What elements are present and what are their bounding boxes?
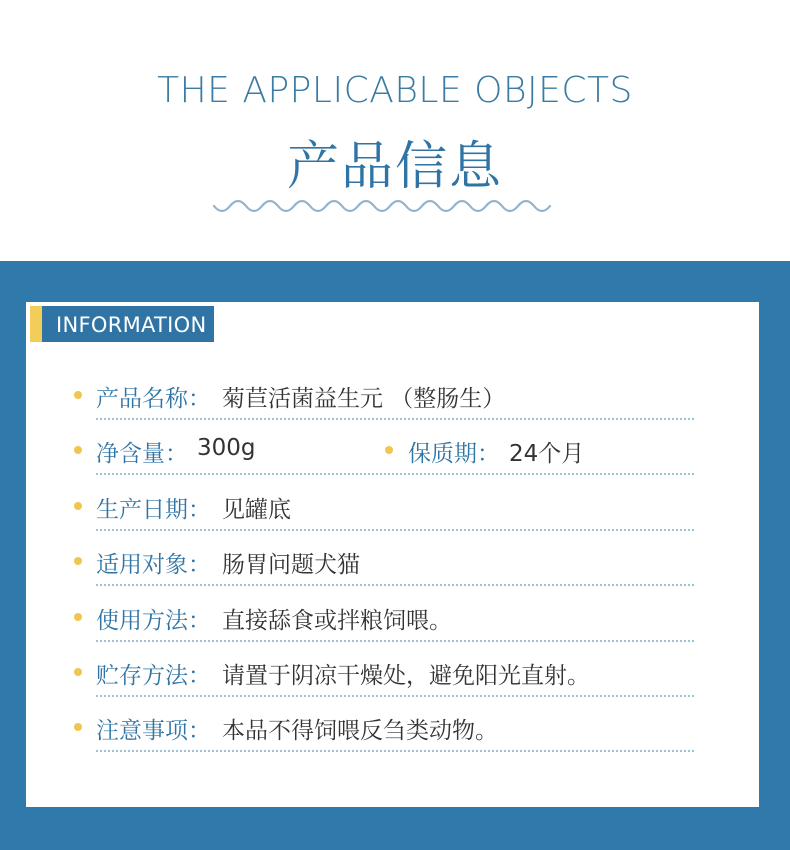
row-label: 生产日期：	[96, 497, 211, 523]
info-row-net-content	[96, 435, 694, 475]
row-value: 菊苣活菌益生元 （整肠生）	[222, 386, 506, 412]
dotted-divider	[96, 418, 694, 420]
bullet-icon	[74, 613, 82, 621]
row-value: 肠胃问题犬猫	[222, 552, 360, 578]
info-row-product-name	[96, 380, 694, 420]
row-label: 使用方法：	[96, 608, 211, 634]
bullet-icon	[74, 446, 82, 454]
bullet-icon	[74, 668, 82, 676]
page-title: 产品信息	[286, 137, 503, 197]
information-tag-label: INFORMATION	[56, 313, 207, 337]
info-row-usage	[96, 602, 694, 642]
row-value-shelf-life: 24个月	[509, 441, 585, 467]
row-label: 产品名称：	[96, 386, 211, 412]
bullet-icon	[385, 446, 393, 454]
row-label: 注意事项：	[96, 718, 211, 744]
header-section	[0, 0, 790, 261]
row-value: 请置于阴凉干燥处，避免阳光直射。	[222, 663, 590, 689]
bullet-icon	[74, 391, 82, 399]
info-row-applicable-objects	[96, 546, 694, 586]
dotted-divider	[96, 750, 694, 752]
row-label: 适用对象：	[96, 552, 211, 578]
dotted-divider	[96, 584, 694, 586]
dotted-divider	[96, 640, 694, 642]
row-value: 300g	[197, 435, 256, 461]
row-value: 本品不得饲喂反刍类动物。	[222, 718, 498, 744]
info-row-production-date	[96, 491, 694, 531]
row-value: 见罐底	[222, 497, 291, 523]
info-row-notes	[96, 712, 694, 752]
dotted-divider	[96, 473, 694, 475]
english-subtitle: THE APPLICABLE OBJECTS	[157, 70, 633, 111]
wave-divider-icon	[212, 198, 560, 218]
row-label: 贮存方法：	[96, 663, 211, 689]
row-value: 直接舔食或拌粮饲喂。	[222, 608, 452, 634]
bullet-icon	[74, 723, 82, 731]
row-label: 净含量：	[96, 441, 188, 467]
dotted-divider	[96, 529, 694, 531]
information-tag-accent	[30, 306, 42, 342]
info-row-storage	[96, 657, 694, 697]
bullet-icon	[74, 502, 82, 510]
row-label-shelf-life: 保质期：	[408, 441, 500, 467]
dotted-divider	[96, 695, 694, 697]
bullet-icon	[74, 557, 82, 565]
